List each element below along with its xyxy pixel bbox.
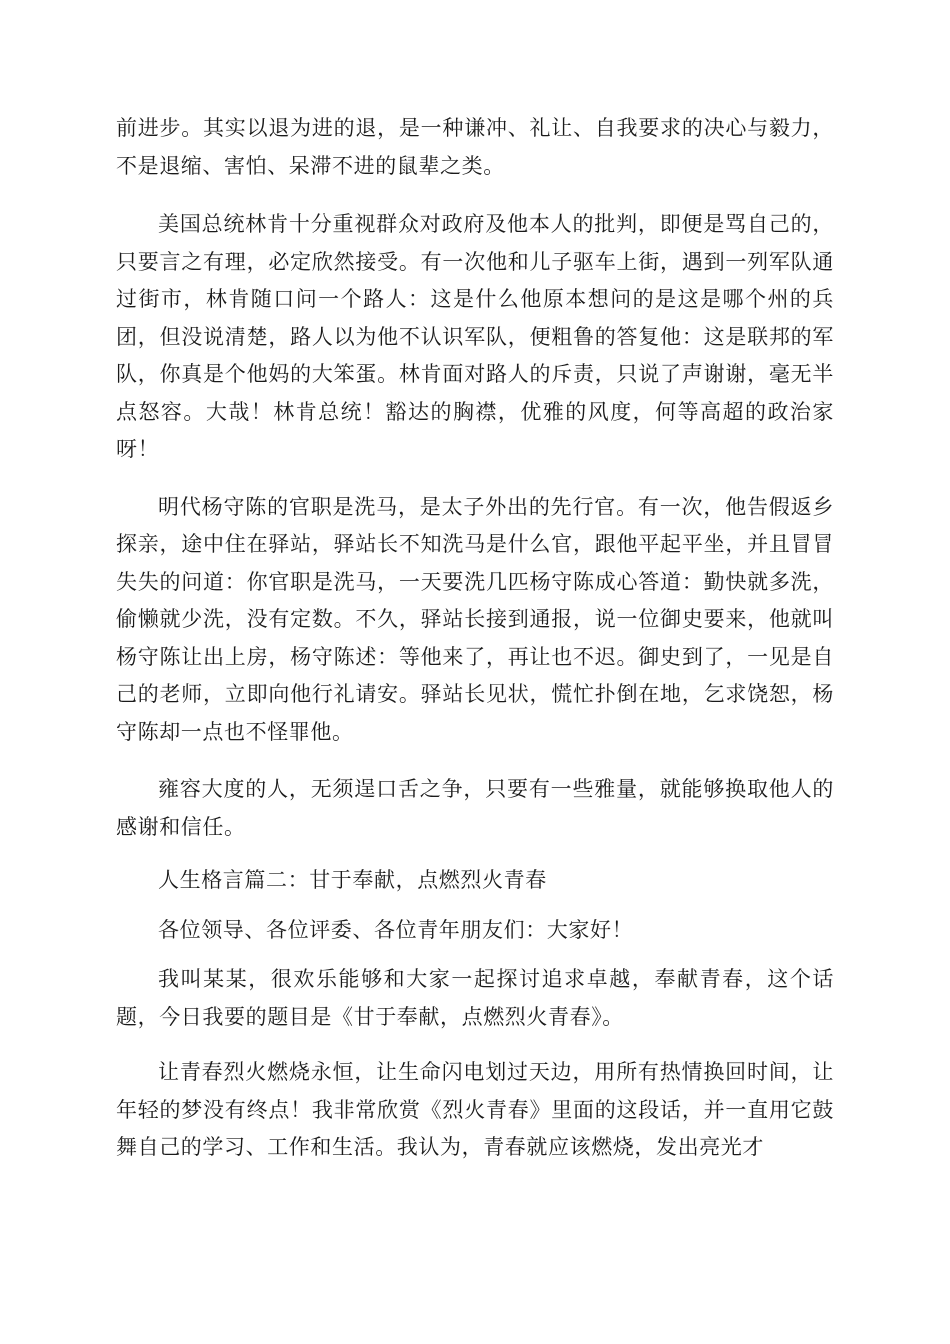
paragraph-greeting: 各位领导、各位评委、各位青年朋友们：大家好！ bbox=[158, 917, 634, 942]
paragraph-continuation: 前进步。其实以退为进的退，是一种谦冲、礼让、自我要求的决心与毅力，不是退缩、害怕、呆滞不进的鼠辈之类。 bbox=[116, 116, 834, 178]
document-body bbox=[116, 110, 834, 1167]
section-heading: 人生格言篇二：甘于奉献，点燃烈火青春 bbox=[158, 868, 547, 892]
paragraph-yang-shouchen: 明代杨守陈的官职是洗马，是太子外出的先行官。有一次，他告假返乡探亲，途中住在驿站，驿站长不知洗马是什么官，跟他平起平坐，并且冒冒失失的问道：你官职是洗马，一天要洗几匹杨守陈成心答道：勤快就多洗，偷懒就少洗，没有定数。不久，驿站长接到通报，说一位御史要来，他就叫杨守陈让出上房，杨守陈述：等他来了，再让也不迟。御史到了，一见是自己的老师，立即向他行礼请安。驿站长见状，慌忙扑倒在地，乞求饶恕，杨守陈却一点也不怪罪他。 bbox=[116, 494, 834, 744]
paragraph-lincoln: 美国总统林肯十分重视群众对政府及他本人的批判，即便是骂自己的，只要言之有理，必定欣然接受。有一次他和儿子驱车上街，遇到一列军队通过街市，林肯随口问一个路人：这是什么他原本想问的是这是哪个州的兵团，但没说清楚，路人以为他不认识军队，便粗鲁的答复他：这是联邦的军队，你真是个他妈的大笨蛋。林肯面对路人的斥责，只说了声谢谢，毫无半点怒容。大哉！林肯总统！豁达的胸襟，优雅的风度，何等高超的政治家呀！ bbox=[116, 212, 834, 461]
paragraph-introduction: 我叫某某，很欢乐能够和大家一起探讨追求卓越，奉献青春，这个话题，今日我要的题目是《甘于奉献，点燃烈火青春》。 bbox=[116, 967, 834, 1029]
paragraph-youth: 让青春烈火燃烧永恒，让生命闪电划过天边，用所有热情换回时间，让年轻的梦没有终点！我非常欣赏《烈火青春》里面的这段话，并一直用它鼓舞自己的学习、工作和生活。我认为，青春就应该燃烧，发出亮光才 bbox=[116, 1060, 834, 1159]
paragraph-magnanimity: 雍容大度的人，无须逞口舌之争，只要有一些雅量，就能够换取他人的感谢和信任。 bbox=[116, 777, 834, 839]
